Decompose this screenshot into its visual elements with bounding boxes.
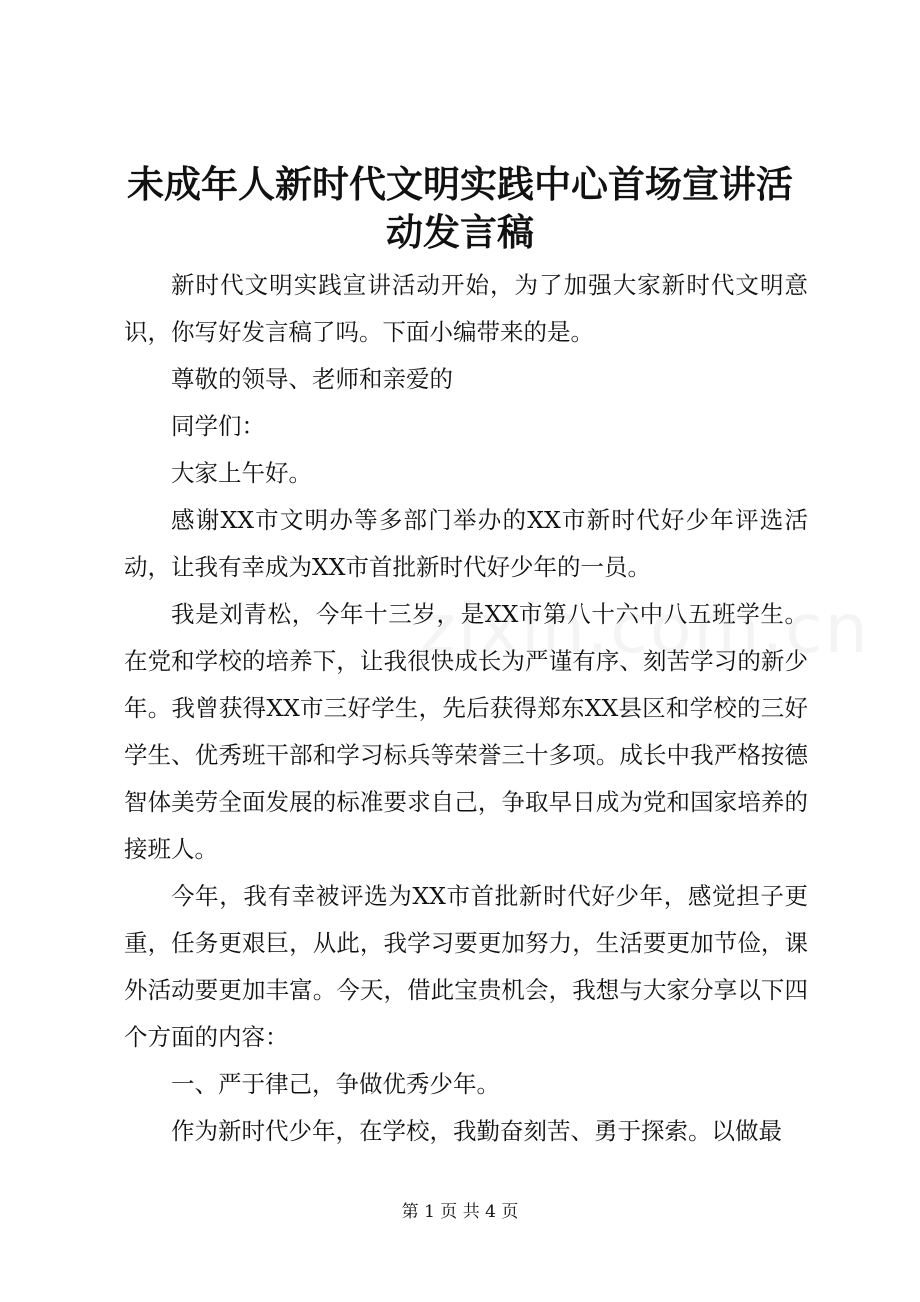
- document-title: 未成年人新时代文明实践中心首场宣讲活动发言稿: [127, 162, 793, 254]
- paragraph-this-year: 今年，我有幸被评选为XX市首批新时代好少年，感觉担子更重，任务更艰巨，从此，我学习要更加努力，生活要更加节俭，课外活动要更加丰富。今天，借此宝贵机会，我想与大家分享以下四个方面的内容：: [124, 882, 808, 1051]
- page-footer: 第 1 页 共 4 页: [401, 1202, 519, 1222]
- paragraph-salutation-1: 尊敬的领导、老师和亲爱的: [171, 365, 453, 393]
- document-body: [124, 262, 808, 1155]
- paragraph-intro: 新时代文明实践宣讲活动开始，为了加强大家新时代文明意识，你写好发言稿了吗。下面小编带来的是。: [124, 271, 808, 346]
- paragraph-greeting: 大家上午好。: [171, 459, 312, 487]
- paragraph-self-intro: 我是刘青松，今年十三岁，是XX市第八十六中八五班学生。在党和学校的培养下，让我很快成长为严谨有序、刻苦学习的新少年。我曾获得XX市三好学生，先后获得郑东XX县区和学校的三好学生、优秀班干部和学习标兵等荣誉三十多项。成长中我严格按德智体美劳全面发展的标准要求自己，争取早日成为党和国家培养的接班人。: [124, 600, 808, 863]
- paragraph-section-heading: 一、严于律己，争做优秀少年。: [171, 1070, 500, 1098]
- paragraph-section-body: 作为新时代少年，在学校，我勤奋刻苦、勇于探索。以做最: [171, 1117, 782, 1145]
- paragraph-thanks: 感谢XX市文明办等多部门举办的XX市新时代好少年评选活动，让我有幸成为XX市首批新时代好少年的一员。: [124, 506, 808, 581]
- paragraph-salutation-2: 同学们：: [171, 412, 265, 440]
